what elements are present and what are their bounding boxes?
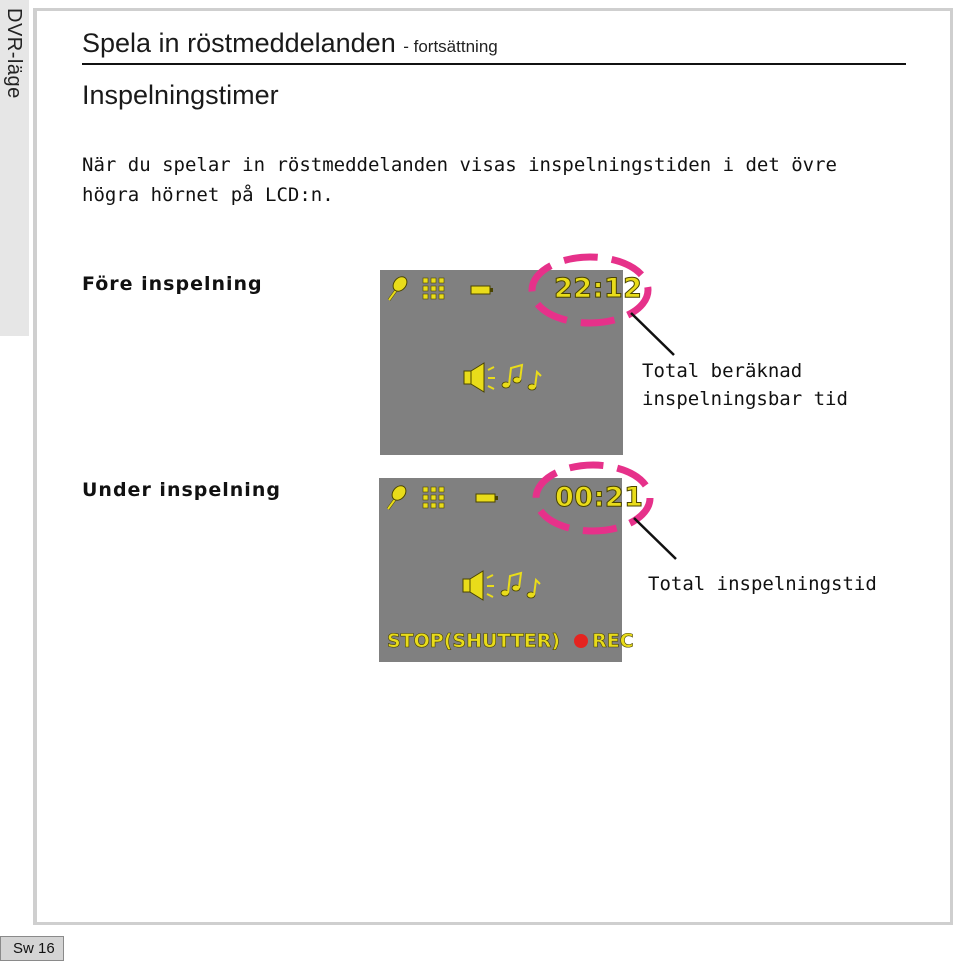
battery-icon bbox=[476, 494, 498, 502]
page-title-text: Spela in röstmeddelanden bbox=[82, 28, 396, 58]
callout-before bbox=[642, 357, 848, 413]
label-during-recording: Under inspelning bbox=[82, 479, 281, 501]
callout-during: Total inspelningstid bbox=[648, 573, 877, 595]
side-tab-label: DVR-läge bbox=[3, 8, 25, 99]
page-title bbox=[82, 28, 498, 59]
time-display-before: 22:12 bbox=[554, 273, 643, 304]
speaker-icon bbox=[464, 363, 495, 392]
section-subtitle: Inspelningstimer bbox=[82, 80, 279, 110]
time-display-during: 00:21 bbox=[555, 482, 644, 513]
music-notes-icon bbox=[501, 573, 540, 598]
rec-dot-icon bbox=[574, 634, 588, 648]
rec-label: REC bbox=[592, 630, 634, 652]
label-before-recording: Före inspelning bbox=[82, 273, 263, 295]
body-paragraph: När du spelar in röstmeddelanden visas inspelningstiden i det övre högra hörnet på LCD:n. bbox=[82, 154, 837, 206]
speaker-icon bbox=[463, 571, 494, 600]
lcd-screen-before bbox=[380, 270, 643, 455]
battery-icon bbox=[471, 286, 493, 294]
side-tab bbox=[0, 0, 29, 336]
callout-before-line-1: Total beräknad bbox=[642, 360, 803, 382]
title-rule bbox=[82, 63, 906, 65]
microphone-icon bbox=[388, 483, 409, 509]
page-number: Sw 16 bbox=[0, 936, 64, 961]
microphone-icon bbox=[389, 274, 410, 300]
lcd-screen-during bbox=[379, 478, 644, 662]
page-frame bbox=[33, 8, 953, 925]
page-title-suffix: - fortsättning bbox=[403, 37, 498, 56]
callout-before-line-2: inspelningsbar tid bbox=[642, 388, 848, 410]
music-notes-icon bbox=[502, 365, 541, 390]
lcd-bottom-bar bbox=[387, 630, 634, 652]
quality-grid-icon bbox=[423, 487, 444, 508]
quality-grid-icon bbox=[423, 278, 444, 299]
stop-shutter-label: STOP(SHUTTER) bbox=[387, 630, 561, 652]
